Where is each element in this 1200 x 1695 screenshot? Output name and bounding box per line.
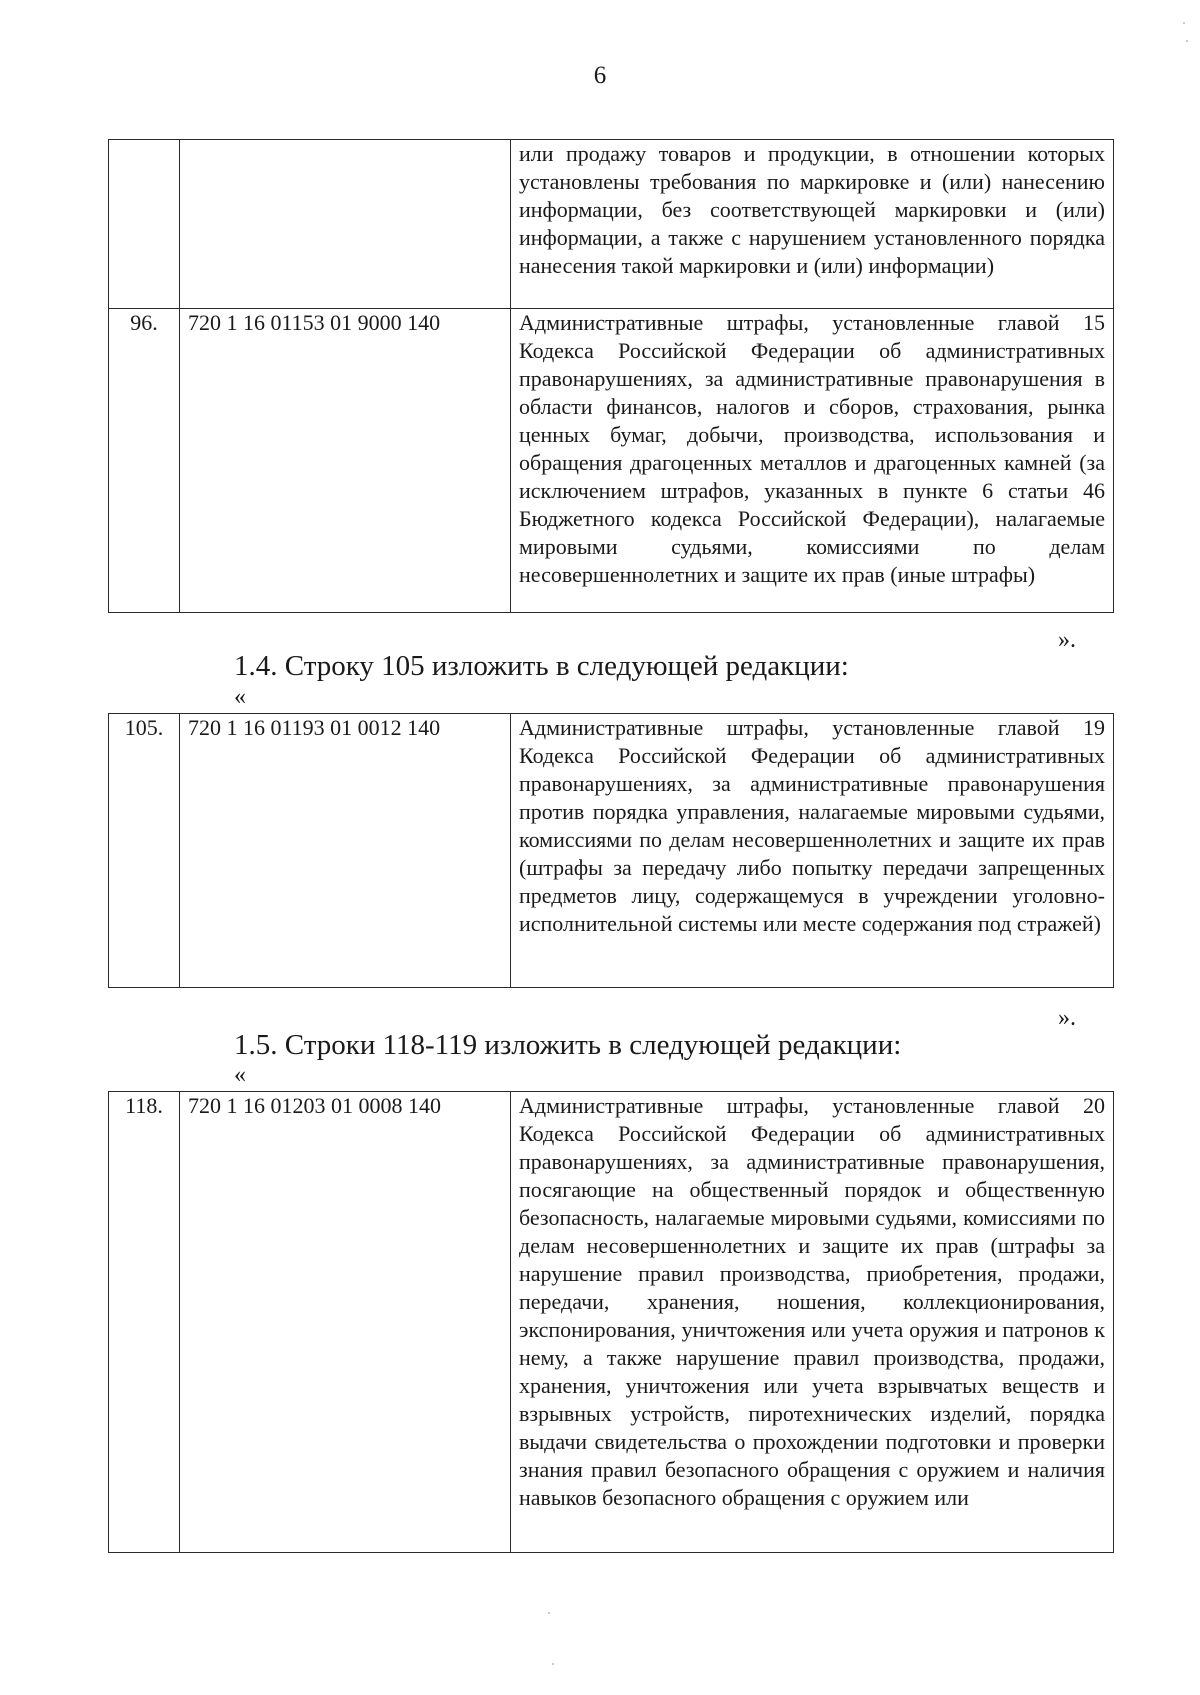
opening-quote: «: [234, 684, 246, 710]
description-cell: Административные штрафы, установленные главой 20 Кодекса Российской Федерации об административных правонарушениях, за административные правонарушения, посягающие на общественный порядок и общественную безопасность, налагаемые мировыми судьями, комиссиями по делам несовершеннолетних и защите их прав (штрафы за нарушение правил производства, приобретения, продажи, передачи, хранения, ношения, коллекционирования, экспонирования, уничтожения или учета оружия и патронов к нему, а также нарушение правил производства, продажи, хранения, уничтожения или учета взрывчатых веществ и взрывных устройств, пиротехнических изделий, порядка выдачи свидетельства о прохождении подготовки и проверки знания правил безопасного обращения с оружием и наличия навыков безопасного обращения с оружием или: [511, 1092, 1114, 1553]
scan-speck: [1186, 40, 1188, 42]
table-row-continuation: [109, 140, 1114, 309]
table-row-96: [109, 309, 1114, 613]
row-number-cell: 96.: [109, 309, 180, 613]
scan-speck: [1183, 22, 1185, 24]
row-number-cell: 105.: [109, 714, 180, 988]
row-number-cell: [109, 140, 180, 309]
table-row-118: [109, 1092, 1114, 1553]
amendments-table-2: [108, 713, 1114, 988]
opening-quote: «: [234, 1062, 246, 1088]
amendments-table-3: [108, 1091, 1114, 1553]
code-cell: 720 1 16 01153 01 9000 140: [180, 309, 511, 613]
row-number-cell: 118.: [109, 1092, 180, 1553]
description-cell: или продажу товаров и продукции, в отношении которых установлены требования по маркировке и (или) нанесению информации, без соответствующей маркировки и (или) информации, а также с нарушением установленного порядка нанесения такой маркировки и (или) информации): [511, 140, 1114, 309]
code-cell: 720 1 16 01203 01 0008 140: [180, 1092, 511, 1553]
scan-speck: [552, 1663, 554, 1665]
page-number: 6: [593, 62, 607, 89]
section-heading-1-5: 1.5. Строки 118-119 изложить в следующей редакции:: [234, 1029, 902, 1061]
description-cell: Административные штрафы, установленные главой 15 Кодекса Российской Федерации об административных правонарушениях, за административные правонарушения в области финансов, налогов и сборов, страхования, рынка ценных бумаг, добычи, производства, использования и обращения драгоценных металлов и драгоценных камней (за исключением штрафов, указанных в пункте 6 статьи 46 Бюджетного кодекса Российской Федерации), налагаемые мировыми судьями, комиссиями по делам несовершеннолетних и защите их прав (иные штрафы): [511, 309, 1114, 613]
code-cell: 720 1 16 01193 01 0012 140: [180, 714, 511, 988]
scan-speck: [548, 1612, 550, 1614]
section-heading-1-4: 1.4. Строку 105 изложить в следующей редакции:: [234, 650, 849, 682]
description-cell: Административные штрафы, установленные главой 19 Кодекса Российской Федерации об административных правонарушениях, за административные правонарушения против порядка управления, налагаемые мировыми судьями, комиссиями по делам несовершеннолетних и защите их прав (штрафы за передачу либо попытку передачи запрещенных предметов лицу, содержащемуся в учреждении уголовно-исполнительной системы или месте содержания под стражей): [511, 714, 1114, 988]
code-cell: [180, 140, 511, 309]
amendments-table-1: [108, 139, 1114, 613]
closing-quote: ».: [1058, 627, 1076, 653]
closing-quote: ».: [1058, 1005, 1076, 1031]
table-row-105: [109, 714, 1114, 988]
